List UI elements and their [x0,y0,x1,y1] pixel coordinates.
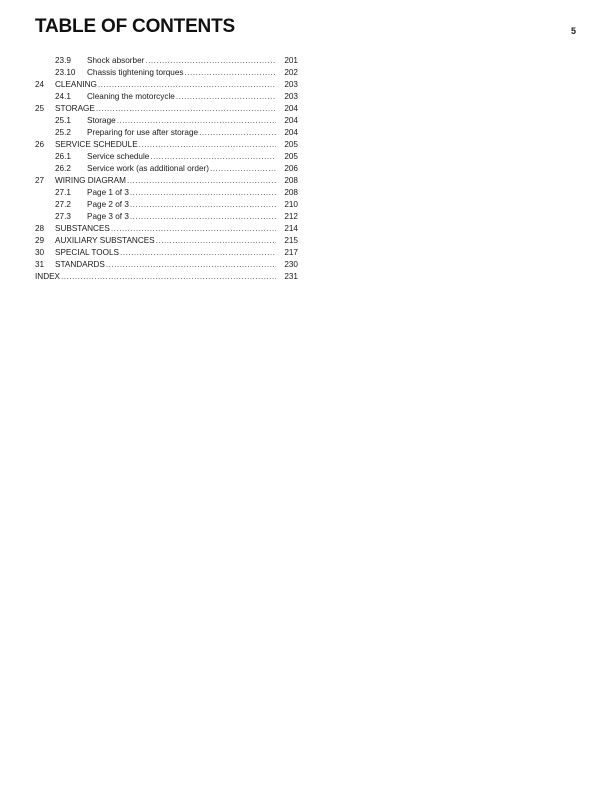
toc-entry-title: Preparing for use after storage [87,128,199,137]
toc-entry-title: Shock absorber [87,56,145,65]
toc-entry-number: 23.10 [55,68,76,77]
dot-leader [127,175,276,187]
toc-entry-page: 208 [284,188,298,197]
table-of-contents [35,55,298,283]
toc-entry-page: 203 [284,92,298,101]
toc-entry-page: 206 [284,164,298,173]
toc-entry[interactable] [35,115,298,127]
toc-entry[interactable] [35,103,298,115]
toc-entry-page: 202 [284,68,298,77]
toc-entry-title: SPECIAL TOOLS [55,248,120,257]
toc-entry-title: INDEX [35,272,61,281]
toc-entry-page: 212 [284,212,298,221]
toc-entry-page: 208 [284,176,298,185]
toc-entry-number: 29 [35,236,45,245]
toc-entry-page: 201 [284,56,298,65]
toc-entry-number: 25.2 [55,128,71,137]
toc-entry-number: 25.1 [55,116,71,125]
toc-entry-page: 217 [284,248,298,257]
page-title: TABLE OF CONTENTS [35,16,235,37]
toc-entry[interactable] [35,163,298,175]
page-number: 5 [571,26,577,36]
toc-entry-title: STORAGE [55,104,95,113]
toc-entry-title: STANDARDS [55,260,105,269]
toc-entry-page: 205 [284,152,298,161]
dot-leader [185,67,277,79]
toc-entry-page: 204 [284,128,298,137]
toc-entry[interactable] [35,211,298,223]
toc-entry-title: Chassis tightening torques [87,68,184,77]
toc-entry-index[interactable] [35,271,298,283]
toc-entry-title: Page 2 of 3 [87,200,129,209]
toc-entry-title: Service work (as additional order) [87,164,209,173]
dot-leader [130,187,276,199]
toc-entry-number: 24.1 [55,92,71,101]
toc-entry-page: 204 [284,116,298,125]
dot-leader [130,211,276,223]
dot-leader [96,103,276,115]
toc-entry-page: 215 [284,236,298,245]
toc-entry-number: 27.1 [55,188,71,197]
toc-entry-number: 27.3 [55,212,71,221]
toc-entry-page: 204 [284,104,298,113]
toc-entry-title: AUXILIARY SUBSTANCES [55,236,155,245]
toc-entry-page: 231 [284,272,298,281]
toc-entry-title: CLEANING [55,80,97,89]
toc-entry-title: Cleaning the motorcycle [87,92,175,101]
toc-entry-page: 230 [284,260,298,269]
dot-leader [120,247,276,259]
dot-leader [117,115,276,127]
toc-entry-number: 26.1 [55,152,71,161]
toc-entry-number: 27 [35,176,45,185]
toc-entry-title: Storage [87,116,116,125]
toc-entry[interactable] [35,91,298,103]
toc-entry-page: 203 [284,80,298,89]
toc-entry[interactable] [35,247,298,259]
dot-leader [176,91,276,103]
dot-leader [130,199,276,211]
toc-entry[interactable] [35,259,298,271]
toc-entry-number: 25 [35,104,45,113]
toc-entry[interactable] [35,55,298,67]
toc-entry-title: Page 1 of 3 [87,188,129,197]
toc-entry-title: Page 3 of 3 [87,212,129,221]
toc-entry[interactable] [35,223,298,235]
toc-entry-number: 23.9 [55,56,71,65]
dot-leader [150,151,276,163]
toc-entry[interactable] [35,67,298,79]
toc-entry[interactable] [35,187,298,199]
toc-entry-number: 30 [35,248,45,257]
toc-entry[interactable] [35,199,298,211]
toc-entry-page: 210 [284,200,298,209]
toc-entry-title: Service schedule [87,152,150,161]
toc-entry-page: 214 [284,224,298,233]
dot-leader [139,139,276,151]
toc-entry-number: 31 [35,260,45,269]
dot-leader [199,127,276,139]
toc-entry[interactable] [35,127,298,139]
toc-entry-number: 27.2 [55,200,71,209]
toc-entry-title: WIRING DIAGRAM [55,176,126,185]
dot-leader [111,223,276,235]
toc-entry-number: 28 [35,224,45,233]
toc-entry[interactable] [35,139,298,151]
toc-entry-title: SERVICE SCHEDULE [55,140,138,149]
toc-entry-number: 24 [35,80,45,89]
dot-leader [210,163,276,175]
toc-entry[interactable] [35,79,298,91]
toc-entry[interactable] [35,151,298,163]
toc-entry-title: SUBSTANCES [55,224,110,233]
dot-leader [61,271,276,283]
dot-leader [156,235,276,247]
toc-entry[interactable] [35,175,298,187]
dot-leader [106,259,276,271]
toc-entry[interactable] [35,235,298,247]
dot-leader [98,79,276,91]
toc-entry-number: 26 [35,140,45,149]
toc-entry-page: 205 [284,140,298,149]
toc-entry-number: 26.2 [55,164,71,173]
dot-leader [145,55,276,67]
